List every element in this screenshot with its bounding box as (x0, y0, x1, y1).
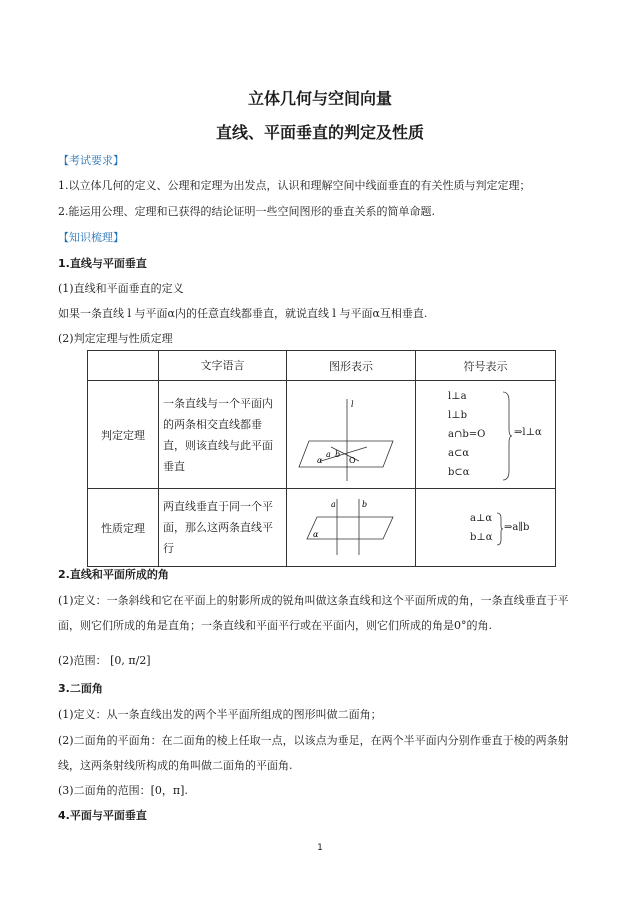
symbol-line: l⊥a (448, 391, 467, 402)
fig-label-a: a (331, 500, 336, 509)
theorem-table (87, 350, 556, 567)
symbol-cell (416, 489, 556, 567)
angle-definition-2: 面，则它们所成的角是直角；一条直线和平面平行或在平面内，则它们所成的角是0°的角. (58, 619, 492, 632)
heading-line-plane-perpendicular: 1.直线与平面垂直 (58, 257, 147, 270)
angle-range (58, 652, 151, 668)
sub-theorems: (2)判定定理与性质定理 (58, 332, 173, 345)
figure-cell (287, 381, 416, 489)
fig-label-l: l (351, 400, 354, 409)
section-tag-knowledge: 【知识梳理】 (58, 231, 124, 244)
symbol-line: a⊥α (470, 512, 493, 524)
fig-label-a: a (326, 450, 331, 459)
row-text: 两直线垂直于同一个平面，那么这两条直线平行 (159, 489, 287, 567)
fig-label-b: b (362, 500, 368, 509)
sub-definition: (1)直线和平面垂直的定义 (58, 282, 184, 295)
definition-text: 如果一条直线 l 与平面α内的任意直线都垂直，就说直线 l 与平面α互相垂直. (58, 307, 428, 320)
fig-label-b: b (335, 450, 341, 459)
table-header-cell: 符号表示 (416, 351, 556, 381)
symbol-block (416, 387, 555, 482)
fig-label-alpha: α (317, 456, 323, 465)
table-row (88, 381, 556, 489)
exam-item-2: 2.能运用公理、定理和已获得的结论证明一些空间图形的垂直关系的简单命题. (58, 205, 435, 218)
symbol-block (416, 509, 555, 547)
page-subtitle: 直线、平面垂直的判定及性质 (215, 123, 424, 142)
table-header-cell (88, 351, 159, 381)
row-name: 判定定理 (88, 381, 159, 489)
page-title: 立体几何与空间向量 (247, 89, 392, 108)
figure-parallel-lines-plane (287, 489, 415, 563)
dihedral-definition: (1)定义：从一条直线出发的两个半平面所组成的图形叫做二面角； (58, 708, 382, 721)
angle-definition-1: (1)定义：一条斜线和它在平面上的射影所成的锐角叫做这条直线和这个平面所成的角，一条直线垂直于平 (58, 594, 569, 607)
heading-line-plane-angle: 2.直线和平面所成的角 (58, 568, 169, 581)
figure-line-perpendicular-plane (287, 381, 415, 485)
table-header-cell: 文字语言 (159, 351, 287, 381)
figure-cell (287, 489, 416, 567)
symbol-result: ⇒a∥b (504, 521, 530, 533)
table-header-cell: 图形表示 (287, 351, 416, 381)
dihedral-plane-angle-2: 线，这两条射线所构成的角叫做二面角的平面角. (58, 759, 293, 772)
fig-label-O: O (349, 456, 356, 465)
fig-label-alpha: α (313, 530, 319, 539)
symbol-result: ⇒l⊥α (514, 427, 542, 438)
symbol-line: b⊂α (448, 467, 470, 478)
symbol-line: a∩b=O (448, 429, 486, 440)
angle-range-value: [0, π/2] (110, 654, 151, 667)
symbol-line: l⊥b (448, 410, 468, 421)
table-header-row (88, 351, 556, 381)
exam-item-1: 1.以立体几何的定义、公理和定理为出发点，认识和理解空间中线面垂直的有关性质与判定定理； (58, 179, 531, 192)
symbol-line: a⊂α (448, 448, 470, 459)
dihedral-plane-angle-1: (2)二面角的平面角：在二面角的棱上任取一点，以该点为垂足，在两个半平面内分别作垂直于棱的两条射 (58, 734, 569, 747)
heading-dihedral: 3.二面角 (58, 682, 103, 695)
row-text: 一条直线与一个平面内的两条相交直线都垂直，则该直线与此平面垂直 (159, 381, 287, 489)
dihedral-range: (3)二面角的范围：[0，π]. (58, 784, 188, 797)
symbol-cell (416, 381, 556, 489)
symbol-line: b⊥α (470, 531, 493, 543)
right-brace-icon (502, 391, 512, 481)
page-number: 1 (317, 843, 323, 853)
table-row (88, 489, 556, 567)
angle-range-label: (2)范围： (58, 654, 107, 667)
row-name: 性质定理 (88, 489, 159, 567)
right-brace-icon (496, 512, 504, 546)
heading-plane-plane-perpendicular: 4.平面与平面垂直 (58, 809, 147, 822)
section-tag-exam: 【考试要求】 (58, 154, 124, 167)
